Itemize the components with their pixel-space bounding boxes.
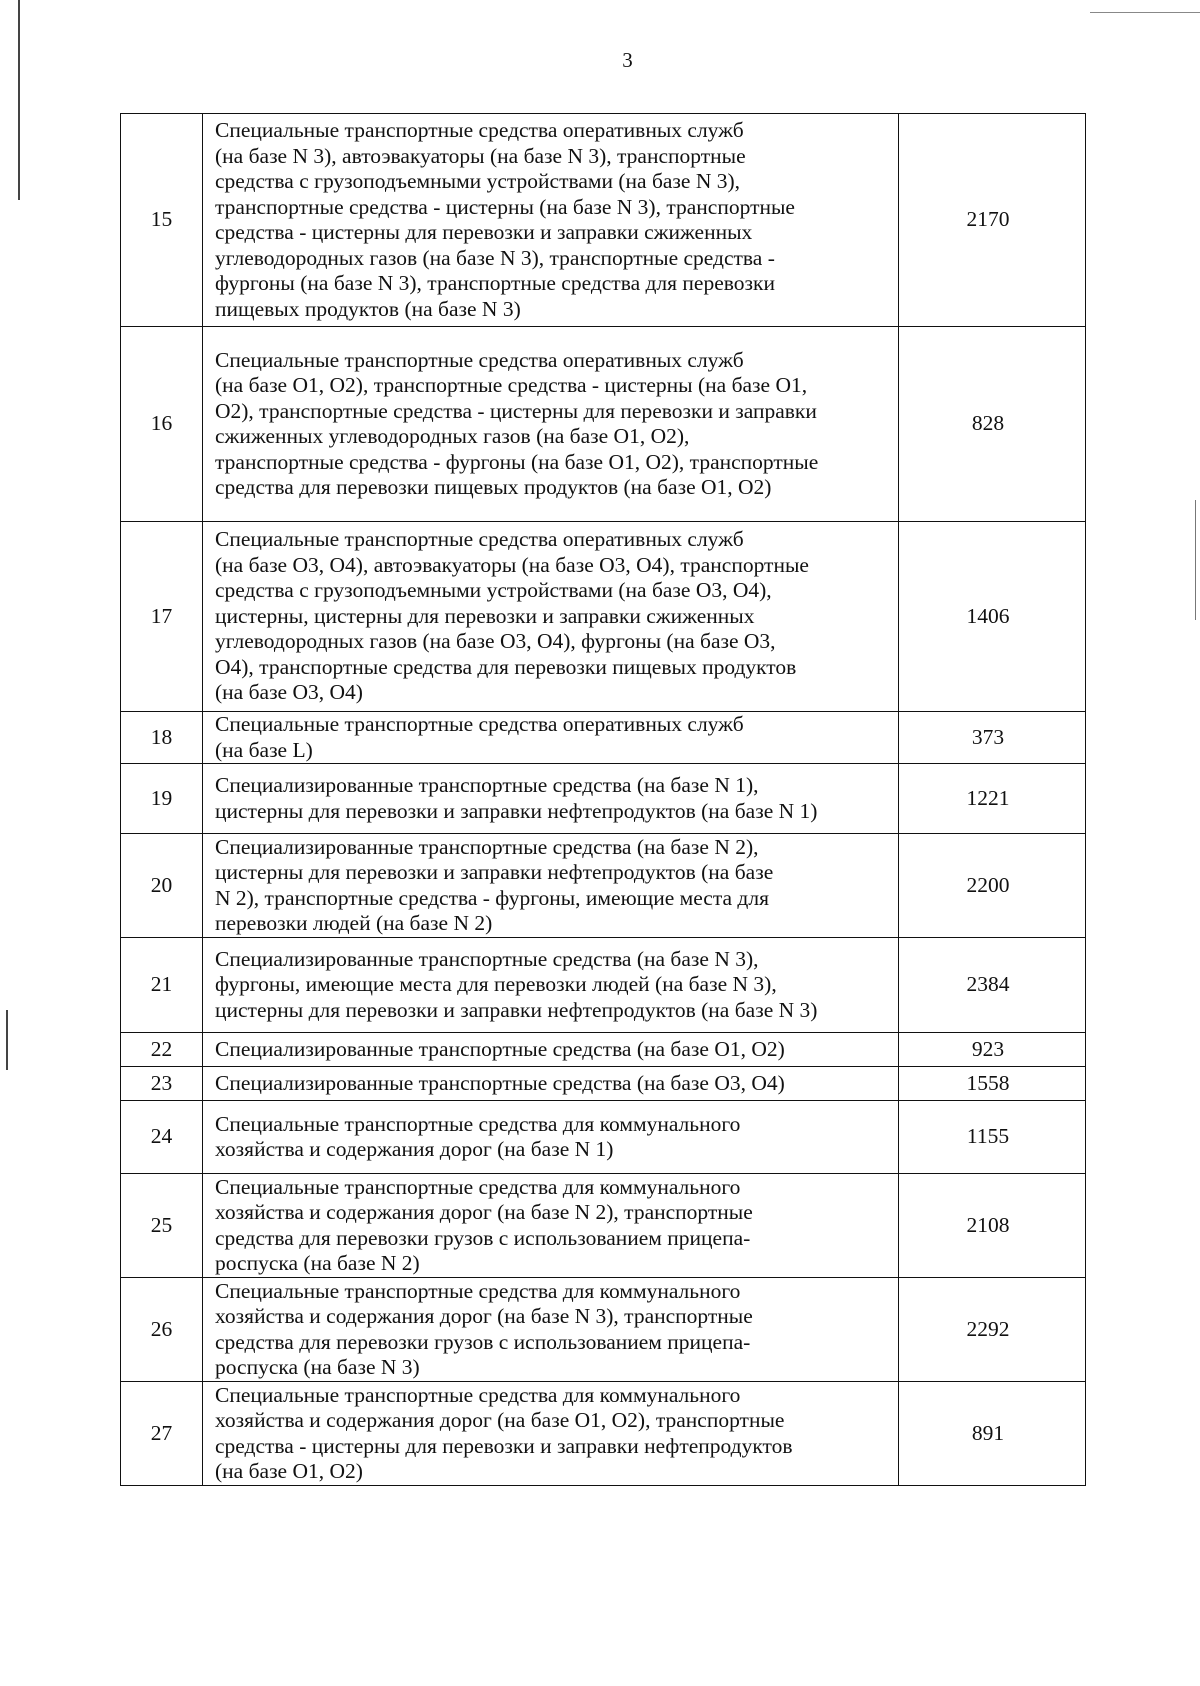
description-cell bbox=[203, 764, 899, 834]
table-row bbox=[121, 327, 1086, 522]
description-line: средства - цистерны для перевозки и заправки нефтепродуктов bbox=[215, 1433, 793, 1458]
description-line: Специальные транспортные средства оперативных служб bbox=[215, 712, 744, 736]
table-row bbox=[121, 1033, 1086, 1067]
description-line: средства для перевозки пищевых продуктов (на базе O1, O2) bbox=[215, 475, 772, 499]
description-line: роспуска (на базе N 2) bbox=[215, 1251, 420, 1275]
description-line: (на базе O1, O2) bbox=[215, 1459, 363, 1483]
row-number-cell: 27 bbox=[121, 1382, 203, 1486]
description-line: Специализированные транспортные средства (на базе O1, O2) bbox=[215, 1036, 785, 1061]
row-number-cell: 22 bbox=[121, 1033, 203, 1067]
description-cell bbox=[203, 1101, 899, 1174]
description-line: транспортные средства - фургоны (на базе O1, O2), транспортные bbox=[215, 449, 819, 474]
value-cell: 828 bbox=[899, 327, 1086, 522]
description-line: (на базе O3, O4) bbox=[215, 680, 363, 705]
description-line: углеводородных газов (на базе O3, O4), фургоны (на базе O3, bbox=[215, 629, 776, 654]
description-line: Специальные транспортные средства оперативных служб bbox=[215, 527, 744, 552]
description-line: O2), транспортные средства - цистерны для перевозки и заправки bbox=[215, 398, 817, 423]
row-number-cell: 16 bbox=[121, 327, 203, 522]
description-cell bbox=[203, 938, 899, 1033]
row-number-cell: 19 bbox=[121, 764, 203, 834]
scan-edge-line-top-right bbox=[1090, 12, 1200, 13]
description-line: Специализированные транспортные средства (на базе N 3), bbox=[215, 946, 759, 971]
scan-edge-line-right bbox=[1195, 500, 1196, 620]
description-line: O4), транспортные средства для перевозки пищевых продуктов bbox=[215, 654, 797, 679]
table-row bbox=[121, 834, 1086, 938]
table-row bbox=[121, 114, 1086, 327]
description-cell bbox=[203, 1382, 899, 1486]
description-line: цистерны для перевозки и заправки нефтепродуктов (на базе N 3) bbox=[215, 997, 818, 1022]
description-line: (на базе N 3), автоэвакуаторы (на базе N 3), транспортные bbox=[215, 143, 746, 168]
description-cell bbox=[203, 712, 899, 764]
description-line: (на базе O3, O4), автоэвакуаторы (на базе O3, O4), транспортные bbox=[215, 552, 809, 577]
table-row bbox=[121, 522, 1086, 712]
table-row bbox=[121, 712, 1086, 764]
table-row bbox=[121, 1174, 1086, 1278]
description-line: N 2), транспортные средства - фургоны, имеющие места для bbox=[215, 885, 769, 910]
table-row bbox=[121, 1382, 1086, 1486]
description-line: фургоны (на базе N 3), транспортные средства для перевозки bbox=[215, 271, 775, 295]
row-number-cell: 15 bbox=[121, 114, 203, 327]
table-row bbox=[121, 764, 1086, 834]
description-line: цистерны для перевозки и заправки нефтепродуктов (на базе bbox=[215, 860, 774, 884]
row-number-cell: 24 bbox=[121, 1101, 203, 1174]
description-line: средства - цистерны для перевозки и заправки сжиженных bbox=[215, 220, 753, 244]
description-line: хозяйства и содержания дорог (на базе N 2), транспортные bbox=[215, 1200, 753, 1224]
description-line: Специализированные транспортные средства (на базе O3, O4) bbox=[215, 1070, 785, 1095]
description-line: Специальные транспортные средства для коммунального bbox=[215, 1174, 741, 1199]
row-number-cell: 18 bbox=[121, 712, 203, 764]
table-row bbox=[121, 1101, 1086, 1174]
description-line: средства с грузоподъемными устройствами (на базе N 3), bbox=[215, 169, 741, 193]
description-line: (на базе L) bbox=[215, 737, 313, 762]
row-number-cell: 17 bbox=[121, 522, 203, 712]
description-cell bbox=[203, 834, 899, 938]
description-line: Специализированные транспортные средства (на базе N 1), bbox=[215, 773, 759, 797]
description-cell bbox=[203, 1174, 899, 1278]
description-line: пищевых продуктов (на базе N 3) bbox=[215, 296, 521, 321]
scan-edge-line-left-lower bbox=[6, 1010, 8, 1070]
description-line: транспортные средства - цистерны (на базе N 3), транспортные bbox=[215, 194, 795, 219]
row-number-cell: 21 bbox=[121, 938, 203, 1033]
value-cell: 891 bbox=[899, 1382, 1086, 1486]
table-row bbox=[121, 938, 1086, 1033]
description-line: (на базе O1, O2), транспортные средства - цистерны (на базе O1, bbox=[215, 373, 808, 397]
description-line: средства с грузоподъемными устройствами (на базе O3, O4), bbox=[215, 578, 772, 603]
description-line: углеводородных газов (на базе N 3), транспортные средства - bbox=[215, 245, 775, 270]
table-row bbox=[121, 1067, 1086, 1101]
value-cell: 2200 bbox=[899, 834, 1086, 938]
value-cell: 1155 bbox=[899, 1101, 1086, 1174]
description-line: средства для перевозки грузов с использованием прицепа- bbox=[215, 1329, 751, 1354]
description-cell bbox=[203, 327, 899, 522]
rates-table bbox=[120, 113, 1086, 1486]
value-cell: 923 bbox=[899, 1033, 1086, 1067]
description-cell bbox=[203, 522, 899, 712]
description-line: фургоны, имеющие места для перевозки людей (на базе N 3), bbox=[215, 972, 777, 997]
description-line: хозяйства и содержания дорог (на базе N 1) bbox=[215, 1137, 614, 1161]
description-line: хозяйства и содержания дорог (на базе N 3), транспортные bbox=[215, 1304, 753, 1328]
row-number-cell: 23 bbox=[121, 1067, 203, 1101]
description-line: роспуска (на базе N 3) bbox=[215, 1355, 420, 1379]
description-line: перевозки людей (на базе N 2) bbox=[215, 911, 493, 935]
description-line: Специальные транспортные средства для коммунального bbox=[215, 1382, 741, 1407]
value-cell: 373 bbox=[899, 712, 1086, 764]
row-number-cell: 26 bbox=[121, 1278, 203, 1382]
value-cell: 2384 bbox=[899, 938, 1086, 1033]
description-line: Специальные транспортные средства оперативных служб bbox=[215, 118, 744, 142]
page-number: 3 bbox=[622, 48, 633, 72]
table-row bbox=[121, 1278, 1086, 1382]
description-line: сжиженных углеводородных газов (на базе O1, O2), bbox=[215, 424, 690, 448]
description-cell bbox=[203, 1067, 899, 1101]
description-line: цистерны для перевозки и заправки нефтепродуктов (на базе N 1) bbox=[215, 798, 818, 823]
description-line: хозяйства и содержания дорог (на базе O1, O2), транспортные bbox=[215, 1408, 785, 1432]
description-line: Специальные транспортные средства для коммунального bbox=[215, 1278, 741, 1303]
description-line: средства для перевозки грузов с использованием прицепа- bbox=[215, 1225, 751, 1250]
value-cell: 1558 bbox=[899, 1067, 1086, 1101]
row-number-cell: 25 bbox=[121, 1174, 203, 1278]
rates-table-body bbox=[121, 114, 1086, 1486]
description-line: Специализированные транспортные средства (на базе N 2), bbox=[215, 834, 759, 859]
value-cell: 2170 bbox=[899, 114, 1086, 327]
description-line: Специальные транспортные средства оперативных служб bbox=[215, 347, 744, 372]
description-cell bbox=[203, 1033, 899, 1067]
description-line: Специальные транспортные средства для коммунального bbox=[215, 1111, 741, 1136]
value-cell: 2108 bbox=[899, 1174, 1086, 1278]
value-cell: 1406 bbox=[899, 522, 1086, 712]
description-cell bbox=[203, 1278, 899, 1382]
scan-edge-line-left bbox=[18, 0, 20, 200]
value-cell: 1221 bbox=[899, 764, 1086, 834]
value-cell: 2292 bbox=[899, 1278, 1086, 1382]
description-cell bbox=[203, 114, 899, 327]
description-line: цистерны, цистерны для перевозки и заправки сжиженных bbox=[215, 603, 755, 628]
row-number-cell: 20 bbox=[121, 834, 203, 938]
